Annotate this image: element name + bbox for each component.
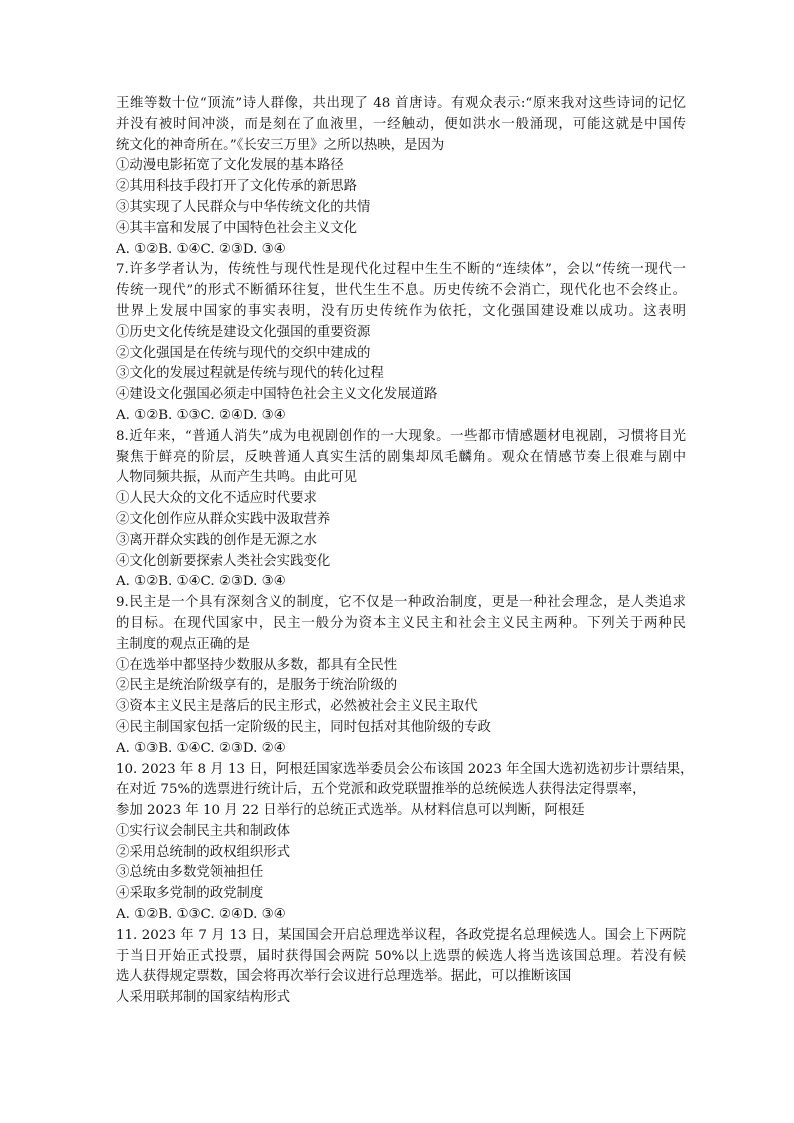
text-line: ④采取多党制的政党制度 [116, 886, 264, 902]
text-line: 于当日开始正式投票，届时获得国会两院 50%以上选票的候选人将当选该国总理。若没有候 [116, 948, 686, 964]
text-line: 传统一现代”的形式不断循环往复，世代生生不息。历史传统不会消亡，现代化也不会终止。 [116, 283, 686, 299]
text-line: 并没有被时间冲淡，而是刻在了血液里，一经触动，便如洪水一般涌现，可能这就是中国传 [116, 116, 686, 132]
text-line: ④建设文化强国必须走中国特色社会主义文化发展道路 [116, 387, 438, 403]
text-line: 9.民主是一个具有深刻含义的制度，它不仅是一种政治制度，更是一种社会理念，是人类追求 [116, 595, 686, 611]
text-line: ③离开群众实践的创作是无源之水 [116, 532, 317, 548]
text-line: 的目标。在现代国家中，民主一般分为资本主义民主和社会主义民主两种。下列关于两种民 [116, 615, 686, 631]
text-line: 7.许多学者认为，传统性与现代性是现代化过程中生生不断的“连续体”，会以“传统一现代一 [116, 262, 686, 278]
document-page [116, 94, 694, 1009]
text-line: A. ①②B. ①③C. ②④D. ③④ [116, 407, 286, 423]
text-line: ③文化的发展过程就是传统与现代的转化过程 [116, 366, 384, 382]
text-line: ①实行议会制民主共和制政体 [116, 823, 291, 839]
text-line: ①人民大众的文化不适应时代要求 [116, 491, 317, 507]
text-line: 世界上发展中国家的事实表明，没有历史传统作为依托，文化强国建设难以成功。这表明 [116, 303, 686, 319]
text-line: A. ①②B. ①④C. ②③D. ③④ [116, 241, 286, 257]
text-line: ③其实现了人民群众与中华传统文化的共情 [116, 199, 371, 215]
text-line: 主制度的观点正确的是 [116, 636, 250, 652]
text-line: ②文化强国是在传统与现代的交织中建成的 [116, 345, 371, 361]
text-line: ②民主是统治阶级享有的，是服务于统治阶级的 [116, 678, 398, 694]
text-line: 人物同频共振，从而产生共鸣。由此可见 [116, 470, 358, 486]
text-line: 10. 2023 年 8 月 13 日，阿根廷国家选举委员会公布该国 2023 年全国大选初选初步计票结果， [116, 761, 694, 777]
text-line: ④其丰富和发展了中国特色社会主义文化 [116, 220, 358, 236]
text-line: ②文化创作应从群众实践中汲取营养 [116, 511, 331, 527]
text-line: 人采用联邦制的国家结构形式 [116, 990, 291, 1006]
text-line: A. ①②B. ①④C. ②③D. ③④ [116, 574, 286, 590]
text-line: ④文化创新要探索人类社会实践变化 [116, 553, 331, 569]
text-line: 聚焦于鲜亮的阶层，反映普通人真实生活的剧集却凤毛麟角。观众在情感节奏上很难与剧中 [116, 449, 686, 465]
text-line: 统文化的神奇所在。”《长安三万里》之所以热映，是因为 [116, 137, 445, 153]
text-line: 在对近 75%的选票进行统计后，五个党派和政党联盟推举的总统候选人获得法定得票率， [116, 782, 646, 798]
text-line: 参加 2023 年 10 月 22 日举行的总统正式选举。从材料信息可以判断，阿根廷 [116, 803, 585, 819]
text-line: 11. 2023 年 7 月 13 日，某国国会开启总理选举议程，各政党提名总理候选人。国会上下两院 [116, 927, 686, 943]
text-line: ②其用科技手段打开了文化传承的新思路 [116, 179, 358, 195]
text-line: ①历史文化传统是建设文化强国的重要资源 [116, 324, 371, 340]
text-line: ③资本主义民主是落后的民主形式，必然被社会主义民主取代 [116, 699, 478, 715]
text-line: A. ①③B. ①④C. ②③D. ②④ [116, 740, 286, 756]
text-line: ①在选举中都坚持少数服从多数，都具有全民性 [116, 657, 398, 673]
text-line: 选人获得规定票数，国会将再次举行会议进行总理选举。据此，可以推断该国 [116, 969, 572, 985]
text-line: ③总统由多数党领袖担任 [116, 865, 264, 881]
text-line: ④民主制国家包括一定阶级的民主，同时包括对其他阶级的专政 [116, 719, 491, 735]
text-line: ①动漫电影拓宽了文化发展的基本路径 [116, 158, 344, 174]
text-line: ②采用总统制的政权组织形式 [116, 844, 291, 860]
text-line: 王维等数十位“顶流”诗人群像，共出现了 48 首唐诗。有观众表示:“原来我对这些诗词的记忆 [116, 96, 686, 111]
text-line: A. ①②B. ①③C. ②④D. ③④ [116, 907, 286, 923]
text-line: 8.近年来，“普通人消失”成为电视剧创作的一大现象。一些都市情感题材电视剧，习惯将目光 [116, 428, 686, 444]
